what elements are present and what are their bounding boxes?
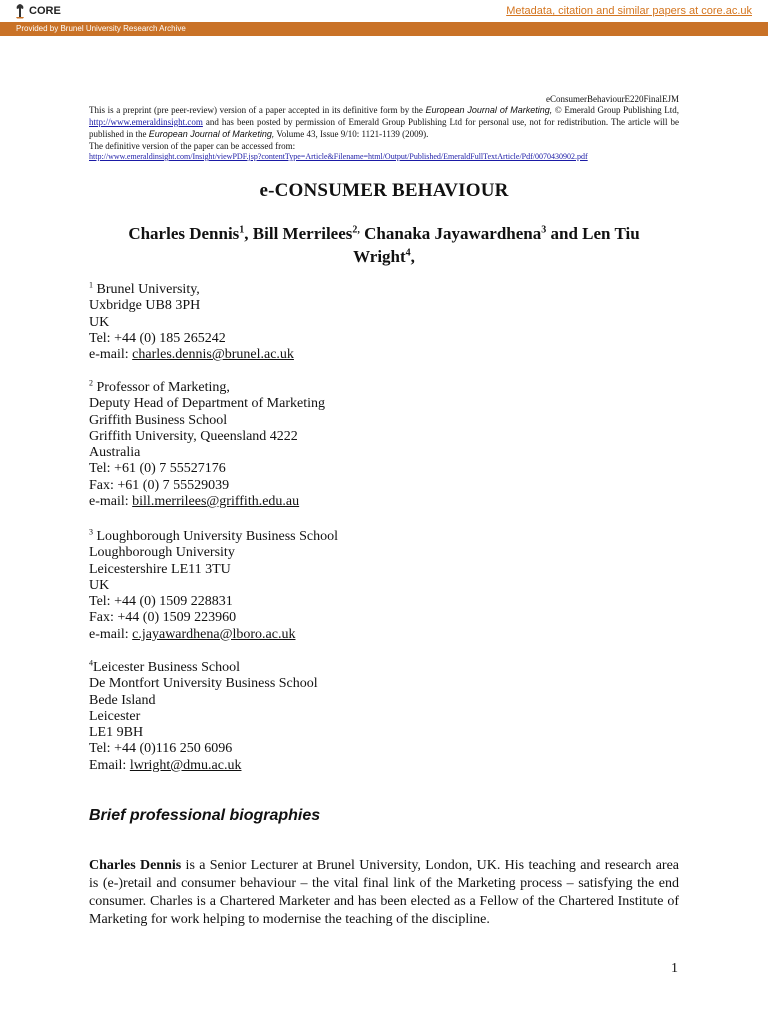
affiliation-2-line: Griffith Business School	[89, 412, 228, 428]
core-logo[interactable]	[14, 2, 61, 20]
email-label: e-mail:	[89, 347, 133, 363]
core-logo-text: CORE	[29, 5, 61, 17]
full-text-url[interactable]: http://www.emeraldinsight.com/Insight/viewPDF.jsp?contentType=Article&Filename=html/Output/Published/EmeraldFullTextArticle/Pdf/0070430902.pdf	[89, 152, 588, 161]
affiliation-1-sup: 1	[89, 280, 93, 290]
affiliation-2-line: Deputy Head of Department of Marketing	[89, 396, 325, 412]
paper-title: e-CONSUMER BEHAVIOUR	[259, 180, 509, 201]
preprint-notice	[89, 104, 679, 152]
email-link-merrilees[interactable]: bill.merrilees@griffith.edu.au	[132, 494, 300, 510]
core-logo-icon	[14, 3, 26, 19]
affiliation-4-line: Bede Island	[89, 692, 156, 708]
email-link-dennis[interactable]: charles.dennis@brunel.ac.uk	[132, 347, 294, 363]
journal-name-1: European Journal of Marketing,	[425, 105, 553, 115]
author-4-sup: 4	[405, 247, 411, 259]
provided-by-text: Provided by Brunel University Research Archive	[16, 24, 186, 33]
core-metadata-link[interactable]: Metadata, citation and similar papers at core.ac.uk	[506, 5, 752, 17]
affiliation-3-line: UK	[89, 577, 110, 593]
author-3: Chanaka Jayawardhena	[359, 224, 542, 243]
email-label: Email:	[89, 757, 130, 773]
bio-paragraph	[89, 857, 679, 929]
affiliation-2-line: Tel: +61 (0) 7 55527176	[89, 461, 226, 477]
affiliation-3-line: Leicestershire LE11 3TU	[89, 561, 231, 577]
preprint-text-4: Volume 43, Issue 9/10: 1121-1139 (2009).	[274, 129, 429, 139]
email-label: e-mail:	[89, 494, 133, 510]
affiliation-3	[89, 529, 689, 643]
affiliation-2-line: Griffith University, Queensland 4222	[89, 428, 298, 444]
affiliation-1-line: Uxbridge UB8 3PH	[89, 298, 201, 314]
author-list-end: ,	[410, 247, 415, 266]
affiliation-2	[89, 380, 689, 510]
author-2-sup: 2,	[352, 224, 360, 236]
affiliation-4-line: Tel: +44 (0)116 250 6096	[89, 741, 233, 757]
provided-by-bar	[0, 22, 768, 36]
affiliation-4-line: De Montfort University Business School	[89, 676, 318, 692]
email-link-wright[interactable]: lwright@dmu.ac.uk	[129, 757, 242, 773]
definitive-version-line: The definitive version of the paper can be accessed from:	[89, 141, 296, 151]
section-heading-biographies: Brief professional biographies	[89, 807, 321, 824]
email-label: e-mail:	[89, 626, 133, 642]
emerald-link[interactable]: http://www.emeraldinsight.com	[89, 117, 203, 127]
affiliation-4-line: Leicester	[89, 708, 141, 724]
affiliation-3-line: Loughborough University	[89, 545, 235, 561]
affiliation-2-line: Fax: +61 (0) 7 55529039	[89, 477, 230, 493]
file-identifier: eConsumerBehaviourE220FinalEJM	[546, 94, 679, 104]
author-3-sup: 3	[541, 224, 547, 236]
bio-text: is a Senior Lecturer at Brunel University, London, UK. His teaching and research area is (e-)retail and consumer behaviour – the vital final link of the Marketing process – satisfying the end consumer. Charles is a Chartered Marketer and has been elected as a Fellow of the Chartered Institute of Marketing for work helping to modernise the teaching of the discipline.	[89, 858, 679, 927]
email-link-jayawardhena[interactable]: c.jayawardhena@lboro.ac.uk	[132, 626, 296, 642]
affiliation-2-name: Professor of Marketing,	[96, 380, 230, 395]
full-text-url-line	[89, 152, 588, 161]
journal-name-2: European Journal of Marketing,	[148, 129, 275, 139]
author-2: , Bill Merrilees	[244, 224, 353, 243]
affiliation-3-name: Loughborough University Business School	[96, 529, 338, 544]
preprint-text-3: and has been posted by permission of Emerald Group Publishing Ltd for personal use, not for redistribution. The article will be published in the	[89, 117, 679, 139]
bio-name: Charles Dennis	[89, 858, 182, 873]
affiliation-4-sup: 4	[89, 658, 93, 668]
author-list	[100, 222, 668, 268]
preprint-text-1: This is a preprint (pre peer-review) version of a paper accepted in its definitive form by the	[89, 105, 426, 115]
author-1: Charles Dennis	[128, 224, 240, 243]
author-4: and Len Tiu Wright	[353, 224, 640, 266]
affiliation-3-line: Fax: +44 (0) 1509 223960	[89, 610, 237, 626]
affiliation-3-line: Tel: +44 (0) 1509 228831	[89, 594, 233, 610]
page-number: 1	[671, 961, 678, 976]
affiliation-1-line: Tel: +44 (0) 185 265242	[89, 330, 226, 346]
affiliation-4	[89, 660, 689, 774]
affiliation-4-line: LE1 9BH	[89, 725, 144, 741]
preprint-text-2: © Emerald Group Publishing Ltd,	[552, 105, 679, 115]
author-1-sup: 1	[239, 224, 245, 236]
affiliation-2-line: Australia	[89, 445, 141, 461]
core-top-bar	[0, 0, 768, 23]
affiliation-2-sup: 2	[89, 378, 93, 388]
affiliation-1	[89, 282, 689, 363]
affiliation-1-name: Brunel University,	[96, 282, 200, 297]
affiliation-4-name: Leicester Business School	[93, 660, 240, 675]
affiliation-3-sup: 3	[89, 527, 93, 537]
affiliation-1-line: UK	[89, 314, 110, 330]
